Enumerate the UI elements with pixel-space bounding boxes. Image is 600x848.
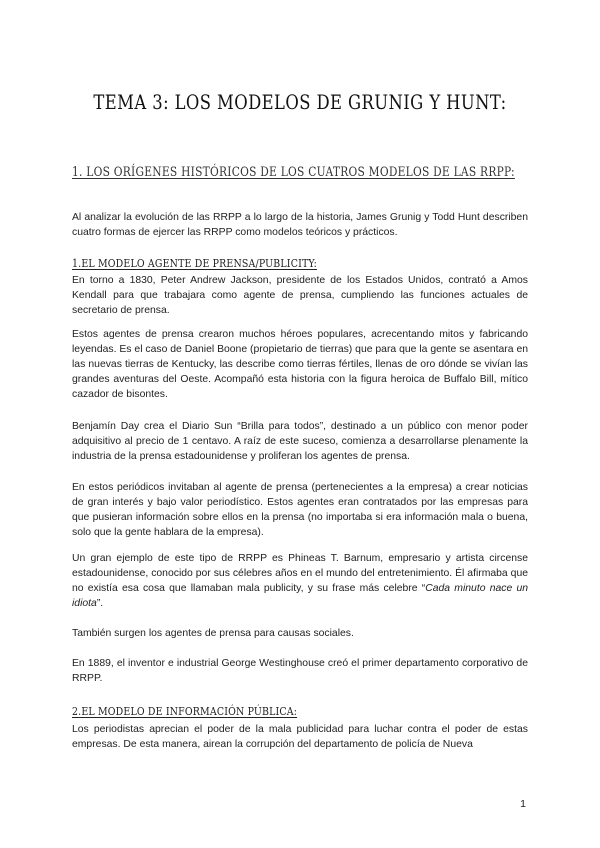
paragraph: En 1889, el inventor e industrial George Westinghouse creó el primer departamento corporativo de RRPP. bbox=[72, 658, 528, 684]
page-number: 1 bbox=[520, 798, 526, 810]
paragraph-text: Un gran ejemplo de este tipo de RRPP es Phineas T. Barnum, empresario y artista circense estadounidense, conocido por sus célebres años en el mundo del entretenimiento. Él afirmaba que no existía esa cosa que llamaban mala publicity, y su frase más celebre “ bbox=[72, 553, 528, 594]
section-heading: 1. LOS ORÍGENES HISTÓRICOS DE LOS CUATROS MODELOS DE LAS RRPP: bbox=[72, 165, 515, 180]
subsection-heading-publicity: 1.EL MODELO AGENTE DE PRENSA/PUBLICITY: bbox=[72, 256, 317, 270]
paragraph: En estos periódicos invitaban al agente de prensa (pertenecientes a la empresa) a crear noticias de gran interés y bajo valor periodístico. Estos agentes eran contratados por las empresas para que pusieran información sobre ellos en la prensa (no importaba si era información mala o buena, solo que la gente hablara de la empresa). bbox=[72, 482, 528, 538]
paragraph-text-end: ”. bbox=[96, 598, 104, 609]
paragraph: En torno a 1830, Peter Andrew Jackson, presidente de los Estados Unidos, contrató a Amos Kendall para que trabajara como agente de prensa, cumpliendo las funciones actuales de secretario de prensa. bbox=[72, 275, 528, 316]
paragraph: Los periodistas aprecian el poder de la mala publicidad para luchar contra el poder de estas empresas. De esta manera, airean la corrupción del departamento de policía de Nueva bbox=[72, 724, 528, 750]
intro-paragraph: Al analizar la evolución de las RRPP a lo largo de la historia, James Grunig y Todd Hunt describen cuatro formas de ejercer las RRPP como modelos teóricos y prácticos. bbox=[72, 212, 528, 238]
paragraph bbox=[72, 551, 528, 611]
paragraph: Estos agentes de prensa crearon muchos héroes populares, acrecentando mitos y fabricando leyendas. Es el caso de Daniel Boone (propietario de tierras) que para que la gente se asentara en las nuevas tierras de Kentucky, las describe como tierras fértiles, llenas de oro dónde se vivían las grandes aventuras del Oeste. Acompañó esta historia con la figura heroica de Buffalo Bill, mítico cazador de bisontes. bbox=[72, 329, 528, 400]
subsection-heading-public-information: 2.EL MODELO DE INFORMACIÓN PÚBLICA: bbox=[72, 704, 298, 718]
paragraph: También surgen los agentes de prensa para causas sociales. bbox=[72, 628, 354, 639]
paragraph: Benjamín Day crea el Diario Sun “Brilla para todos”, destinado a un público con menor poder adquisitivo al precio de 1 centavo. A raíz de este suceso, comienza a desarrollarse plenamente la industria de la prensa estadounidense y proliferan los agentes de prensa. bbox=[72, 421, 528, 462]
page-title: TEMA 3: LOS MODELOS DE GRUNIG Y HUNT: bbox=[93, 90, 507, 114]
quote-text: Cada minuto nace un idiota bbox=[72, 583, 529, 609]
